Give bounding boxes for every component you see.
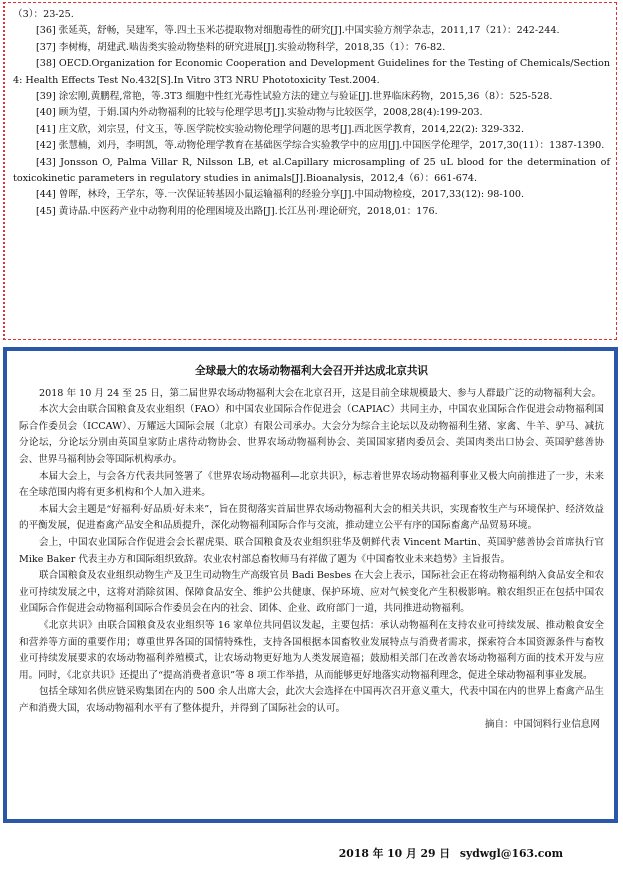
footer-date: 2018 年 10 月 29 日 — [338, 847, 451, 860]
reference-item: [42] 张慧楠，刘丹，李明凯，等.动物伦理学教育在基础医学综合实验教学中的应用[J].中国医学伦理学，2017,30(11）：1387-1390. — [36, 140, 605, 152]
article-source: 摘自：中国饲料行业信息网 — [484, 719, 600, 731]
article-paragraph: 《北京共识》由联合国粮食及农业组织等 16 家单位共同倡议发起，主要包括：承认动物福利在支持农业可持续发展、推动粮食安全和营养等方面的重要作用；尊重世界各国的国情特殊性，支持各国根据本国畜牧业发展特点与消费者需求，探索符合本国资源条件与畜牧业可持续发展要求的农场动物福利养殖模式，让农场动物更好地为人类发展造福；鼓励相关部门在改善农场动物福利方面的技术开发与应用。同时，《北京共识》还提出了“提高消费者意识”等 8 项工作举措，从而能够更好地落实动物福利理念，促进全球动物福利事业发展。 — [19, 619, 604, 681]
reference-item: [36] 张延英，舒畅，吴建军，等.四土玉米芯提取物对细胞毒性的研究[J].中国实验方剂学杂志，2011,17（21）：242-244. — [36, 25, 560, 37]
reference-item: （3）：23-25. — [13, 9, 74, 20]
reference-item: [40] 顾为望，于娟.国内外动物福利的比较与伦理学思考[J].实验动物与比较医学，2008,28(4):199-203. — [36, 107, 483, 119]
article-paragraph: 2018 年 10 月 24 至 25 日，第二届世界农场动物福利大会在北京召开，这是目前全球规模最大、参与人群最广泛的动物福利大会。 — [39, 387, 602, 399]
reference-item: [41] 庄文欣，刘宗昱，付文玉，等.医学院校实验动物伦理学问题的思考[J].西北医学教育，2014,22(2): 329-332. — [36, 123, 525, 135]
article-title: 全球最大的农场动物福利大会召开并达成北京共识 — [194, 365, 429, 377]
page-footer — [0, 846, 623, 861]
reference-item: [37] 李树梅，胡建武.啮齿类实验动物垫料的研究进展[J].实验动物科学，2018,35（1）：76-82. — [36, 41, 446, 53]
reference-item: [43] Jonsson O, Palma Villar R, Nilsson LB, et al.Capillary microsampling of 25 uL blood for the determination of toxicokinetic parameters in regulatory studies in animals[J].Bioanalysis，2012,4（6）：661-674. — [13, 156, 610, 185]
article-paragraph: 包括全球知名供应链采购集团在内的 500 余人出席大会，此次大会选择在中国再次召开意义重大，代表中国在内的世界上畜禽产品生产和消费大国，农场动物福利水平有了整体提升，并得到了国际社会的认可。 — [19, 686, 604, 714]
article-paragraph: 本届大会主题是“好福利·好品质·好未来”，旨在贯彻落实首届世界农场动物福利大会的相关共识，实现畜牧生产与环境保护、经济效益的平衡发展，促进畜禽产品安全和品质提升，深化动物福利国际合作与交流，推动建立公平有序的国际畜禽产品贸易环境。 — [19, 503, 604, 532]
references-section — [3, 2, 617, 340]
article-paragraph: 联合国粮食及农业组织动物生产及卫生司动物生产高级官员 Badi Besbes 在大会上表示，国际社会正在将动物福利纳入食品安全和农业可持续发展之中，这将对消除贫困、保障食品安全、维护公共健康、保护环境、应对气候变化产生积极影响。粮农组织正在包括中国农业国际合作促进会动物福利国际合作委员会在内的社会、团体、企业、政府部门一道，共同推进动物福利。 — [19, 570, 604, 615]
reference-item: [45] 黄诗晶.中医药产业中动物利用的伦理困境及出路[J].长江丛刊·理论研究，2018,01：176. — [36, 205, 438, 217]
footer-email[interactable]: sydwgl@163.com — [459, 847, 563, 860]
reference-item: [44] 曾晖，林玲，王学东，等.一次保证转基因小鼠运输福利的经验分享[J].中国动物检疫，2017,33(12): 98-100. — [36, 189, 525, 201]
article-body — [19, 386, 604, 718]
news-article-box — [3, 347, 618, 823]
article-paragraph: 本次大会由联合国粮食及农业组织（FAO）和中国农业国际合作促进会（CAPIAC）共同主办，中国农业国际合作促进会动物福利国际合作委员会（ICCAW）、万耀远大国际会展（北京）有限公司承办。大会分为综合主论坛以及动物福利生猪、家禽、牛羊、驴马、减抗分论坛，分论坛分别由英国皇家防止虐待动物协会、世界农场动物福利协会、美国国家猪肉委员会、美国肉类出口协会、英国驴慈善协会、世界马福利协会等国际机构承办。 — [19, 404, 604, 465]
reference-item: [39] 涂宏刚,黄鹏程,常艳，等.3T3 细胞中性红光毒性试验方法的建立与验证[J].世界临床药物，2015,36（8）：525-528. — [36, 91, 553, 103]
article-paragraph: 会上，中国农业国际合作促进会会长翟虎渠、联合国粮食及农业组织驻华及朝鲜代表 Vincent Martin、英国驴慈善协会首席执行官 Mike Baker 代表主办方和国际组织致辞。农业农村部总畜牧师马有祥做了题为《中国畜牧业未来趋势》主旨报告。 — [19, 536, 604, 565]
reference-item: [38] OECD.Organization for Economic Cooperation and Development Guidelines for the Testing of Chemicals/Section 4: Health Effects Test No.432[S].In Vitro 3T3 NRU Phototoxicity Test.2004. — [13, 58, 610, 86]
article-paragraph: 本届大会上，与会各方代表共同签署了《世界农场动物福利—北京共识》，标志着世界农场动物福利事业又极大向前推进了一步，未来在全球范围内将有更多机构和个人加入进来。 — [19, 470, 604, 499]
